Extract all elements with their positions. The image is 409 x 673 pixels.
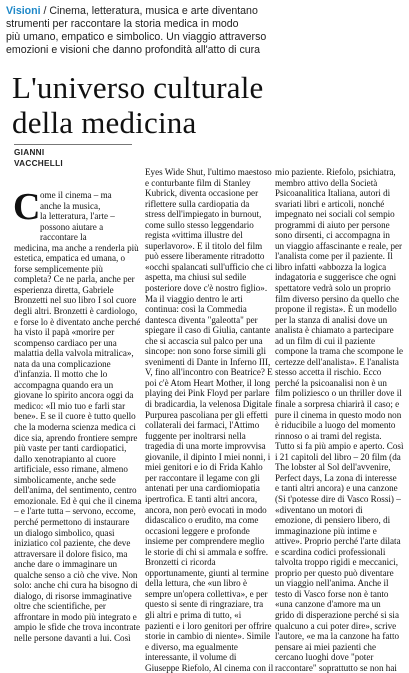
article-line: forse semplicemente più (14, 263, 103, 274)
header-line: strumenti per raccontare la storia medica in modo (6, 18, 239, 30)
article-line: medico: «Il mio tuo e farli star (14, 400, 126, 411)
article-line: aspetta, ma chiusi sul sedile (145, 272, 247, 283)
article-line: spiegare il caso di Giulia, cantante (145, 325, 271, 336)
article-line: immaginazione più intime e (275, 525, 377, 536)
article-line: oltre che scientifiche, per (14, 601, 106, 612)
article-line: che la moderna scienza medica ci (14, 422, 136, 433)
article-line: raccontare la (40, 232, 87, 243)
article-line: attraversare il dolore fisico, ma (14, 548, 128, 559)
article-line: degli altri. Bronzetti è cardiologo, (14, 306, 138, 317)
article-line: film diverso persino da quello che (275, 293, 399, 304)
article-line: per la stanza di analisi dove un (275, 314, 388, 325)
article-line: miei genitori e io di Frida Kahlo (145, 462, 263, 473)
article-line: stress dell'impiegato in burnout, (145, 209, 262, 220)
article-line: analista è chiamato a partecipare (275, 325, 394, 336)
article-line: film poliziesco o un thriller dove il (275, 388, 402, 399)
article-line: accompagna quando era un (14, 379, 114, 390)
article-line: certezze dell'analista». E l'analista (275, 356, 399, 367)
article-line: sincope: non sono forse simili gli (145, 346, 266, 357)
article-header (6, 5, 404, 57)
article-line: un dialogo simbolico, quasi (14, 527, 115, 538)
article-line: fuggente per inoltrarsi nella (145, 430, 246, 441)
article-line: giovane lo spirito ancora oggi da (14, 390, 134, 401)
header-line-text: Cinema, letteratura, musica e arte diventano (49, 5, 258, 17)
article-line: può essere liberamente ritradotto (145, 251, 265, 262)
article-line: e tanti altri ancora) e una canzone (275, 483, 398, 494)
header-line: più umano, empatico e simbolico. Un viaggio attraverso (6, 31, 267, 43)
article-line: emozione, di pensiero libero, di (275, 515, 391, 526)
article-line: svariati libri e articoli, nonché (275, 198, 385, 209)
article-line: compone la trama che scompone le (275, 346, 404, 357)
article-line: Ma il viaggio dentro le arti (145, 293, 243, 304)
article-line: propone il regista». È un modello (275, 304, 397, 315)
article-line: un viaggio nell'anima. Anche il (275, 578, 389, 589)
article-line: le storie di chi si ammala e soffre. (145, 546, 269, 557)
article-line: qualcuno a cui poter dire», scrive (275, 620, 397, 631)
article-line: qualche senso a ciò che vive. Non (14, 569, 138, 580)
article-line: possono aiutare a (40, 221, 104, 232)
article-line: dell'anima, del sentimento, centro (14, 485, 137, 496)
article-line: membro attivo della Società (275, 177, 378, 188)
article-line: è riducibile a luogo del momento (275, 420, 396, 431)
article-line: e conturbante film di Stanley (145, 177, 251, 188)
article-line: Perfect days, La zona di interesse (275, 472, 397, 483)
article-line: (Si t'potesse dire di Vasco Rossi) – (275, 493, 401, 504)
article-line: svenimenti di Dante in Inferno III, (145, 356, 271, 367)
article-line: posteriore dove c'è nostro figlio». (145, 283, 268, 294)
byline (14, 148, 132, 169)
drop-cap: C (13, 186, 41, 228)
article-line: dialogo, di risorse immaginative (14, 590, 132, 601)
article-title (12, 70, 402, 140)
article-line: antenati per una cardiomiopatia (145, 483, 260, 494)
article-line: più vaste per tanti cardiopatici, (14, 443, 127, 454)
header-line (6, 5, 404, 18)
article-line: talvolta troppo rigidi e meccanici, (275, 557, 398, 568)
article-line: Bronzetti nel suo libro I sol cuore (14, 295, 137, 306)
article-line: stesso accetta il rischio. Ecco (275, 367, 382, 378)
article-line: ipertrofica. E tanti altri ancora, (145, 493, 258, 504)
article-line: poi c'è Atom Heart Mother, il long (145, 377, 271, 388)
article-line: e scardina codici professionali (275, 546, 386, 557)
article-line: e diverso, ma egualmente (145, 641, 238, 652)
article-line: testo di Vasco forse non è tanto (275, 588, 389, 599)
article-line: «diventano un motori di (275, 504, 363, 515)
article-line: continua: così la Commedia (145, 304, 247, 315)
article-line: dice sia, aprendo frontiere sempre (14, 432, 138, 443)
title-line: della medicina (12, 105, 197, 140)
article-line: grido di disperazione perché si sia (275, 609, 399, 620)
article-line: bene». E se il cuore è tutto quello (14, 411, 136, 422)
article-line: ha visto il papà «morire per (14, 327, 115, 338)
article-column-3 (275, 167, 404, 673)
article-line: tragedia di una morte improvvisa (145, 441, 266, 452)
article-line: artificiale, esso rimane, almeno (14, 464, 128, 475)
article-line: mio paziente. Riefolo, psichiatra, (275, 167, 396, 177)
article-line: l'autore, «e ma la canzone ha fatto (275, 631, 400, 642)
article-line: sempre un'opera collettiva», e per (145, 588, 268, 599)
article-line: Bronzetti ci ricorda (145, 557, 216, 568)
article-line: nata da una complicazione (14, 358, 111, 369)
article-line: per raccontare il legame con gli (145, 472, 260, 483)
article-line: collaterali dei farmaci, l'Attimo (145, 420, 260, 431)
author-last-name: VACCHELLI (14, 158, 63, 168)
article-line: V, fino all'incontro con Beatrice? E (145, 367, 273, 378)
article-line: affrontare in modo più integrato e (14, 611, 137, 622)
article-line: pure il cinema in questo modo non (275, 409, 402, 420)
article-line: proprio per questo può diventare (275, 567, 394, 578)
article-line: storie in cambio di niente». Simile (145, 631, 271, 642)
article-line: esperienza diretta, Gabriele (14, 284, 114, 295)
article-line: spettatore vedrà solo un proprio (275, 283, 391, 294)
article-line: come sullo stesso leggendario (145, 219, 254, 230)
article-line: medicina, ma anche a renderla più (14, 242, 139, 253)
article-line: e forse lo è diventato anche perché (14, 316, 141, 327)
article-line: questo si sente di ringraziare, tra (145, 599, 264, 610)
article-line: simbolicamente, anche sede (14, 474, 116, 485)
article-line: Psicoanalitica Italiana, autori di (275, 188, 391, 199)
article-line: raccontare" soprattutto se non hai (275, 662, 397, 673)
article-line: interessante, il volume di (145, 652, 237, 663)
section-label: Visioni (6, 5, 41, 17)
article-line: di bradicardia, la velenosa Digitale (145, 399, 273, 410)
article-line: attive». Proprio perché l'arte dilata (275, 536, 401, 547)
article-line: cercano luoghi dove "poter (275, 652, 374, 663)
article-line: gli altri e prima di tutto, «i (145, 609, 242, 620)
article-column-2 (145, 167, 274, 673)
article-line: pensare ai miei pazienti che (275, 641, 376, 652)
article-line: Tutto si fa più ampio e aperto. Così (275, 441, 404, 452)
article-line: l'analista come per il paziente. Il (275, 251, 393, 262)
article-line: riflettere sulla cardiopatia da (145, 198, 250, 209)
article-line: scompenso cardiaco per una (14, 337, 117, 348)
article-line: occasioni leggere e profonde (145, 525, 250, 536)
article-line: Kubrick, diventa occasione per (145, 188, 259, 199)
article-line: anche dare o immaginare un (14, 559, 118, 570)
article-line: perché permettono di instaurare (14, 516, 130, 527)
article-line: impegnato nei sociali col sempio (275, 209, 395, 220)
article-line: libro infatti «abbozza la logica (275, 261, 387, 272)
article-line: giovanile, il dipinto I miei nonni, i (145, 451, 271, 462)
article-line: un viaggio affascinante e reale, per (275, 240, 403, 251)
article-line: completa? Ce ne parla, anche per (14, 274, 135, 285)
section-separator: / (40, 5, 50, 17)
article-line: – e l'arte tutta – servono, eccome, (14, 506, 136, 517)
article-line: superlavoro». E il titolo del film (145, 240, 263, 251)
article-line: programmi di aiuto per persone (275, 219, 390, 230)
article-line: finale a sorpresa chiarirà il caso; e (275, 399, 400, 410)
article-line: ancora, non però evocati in modo (145, 504, 267, 515)
article-line: Purpurea pascoliana per gli effetti (145, 409, 269, 420)
header-line: emozioni e visioni che danno profondità all'atto di cura (6, 44, 261, 56)
article-line: opportunamente, giunti al termine (145, 567, 269, 578)
article-line: ad un film di cui il paziente (275, 335, 376, 346)
article-line: estetica, empatica ed umana, o (14, 253, 126, 264)
article-line: rinnoso o ai trami del regista. (275, 430, 382, 441)
article-line: «occhi spalancati sull'ufficio che ci (145, 261, 273, 272)
article-line: dallo xenotrapianto al cuore (14, 453, 116, 464)
article-line: Giuseppe Riefolo, Al cinema con il (145, 662, 274, 673)
article-line: didascalico o erudito, ma come (145, 515, 259, 526)
article-line: ome il cinema – ma (40, 190, 112, 200)
article-line: della lettura, che «un libro è (145, 578, 248, 589)
article-line: emozionale. Ed è qui che il cinema (14, 495, 142, 506)
article-line: perché la psicoanalisi non è un (275, 377, 387, 388)
article-line: d'infanzia. Il motto che lo (14, 369, 108, 380)
article-line: anche la musica, (40, 200, 101, 211)
article-column-1 (13, 186, 142, 644)
article-line: regista «vittima illustre del (145, 230, 243, 241)
article-line: sono dirsenti, ci accompagna in (275, 230, 390, 241)
article-line: pazienti e i loro genitori per offrire (145, 620, 272, 631)
article-line: i 21 capitoli del libro – 20 film (da (275, 451, 401, 462)
article-line: dantesca diventa "galeotta" per (145, 314, 258, 325)
article-line: malattia della valvola mitralica», (14, 348, 134, 359)
article-line: Eyes Wide Shut, l'ultimo maestoso (145, 167, 272, 177)
byline-rule (14, 144, 132, 145)
article-line: playing dei Pink Floyd per parlare (145, 388, 270, 399)
article-line: che si accascia sul palco per una (145, 335, 263, 346)
title-line: L'universo culturale (12, 70, 264, 105)
article-line: nelle persone davanti a lui. Così (14, 632, 131, 643)
article-line: The lobster al Sol dell'avvenire, (275, 462, 391, 473)
article-line: ampio le sfide che trova incontrate (14, 622, 140, 633)
article-line: indagatoria e suggerisce che ogni (275, 272, 397, 283)
author-first-name: GIANNI (14, 148, 45, 157)
article-line: iniziatico col paziente, che deve (14, 538, 131, 549)
article-line: «una canzone d'amore ma un (275, 599, 381, 610)
article-line: insieme per comprendere meglio (145, 536, 265, 547)
article-line: solo: anche chi cura ha bisogno di (14, 580, 138, 591)
article-line: la letteratura, l'arte – (40, 211, 115, 222)
